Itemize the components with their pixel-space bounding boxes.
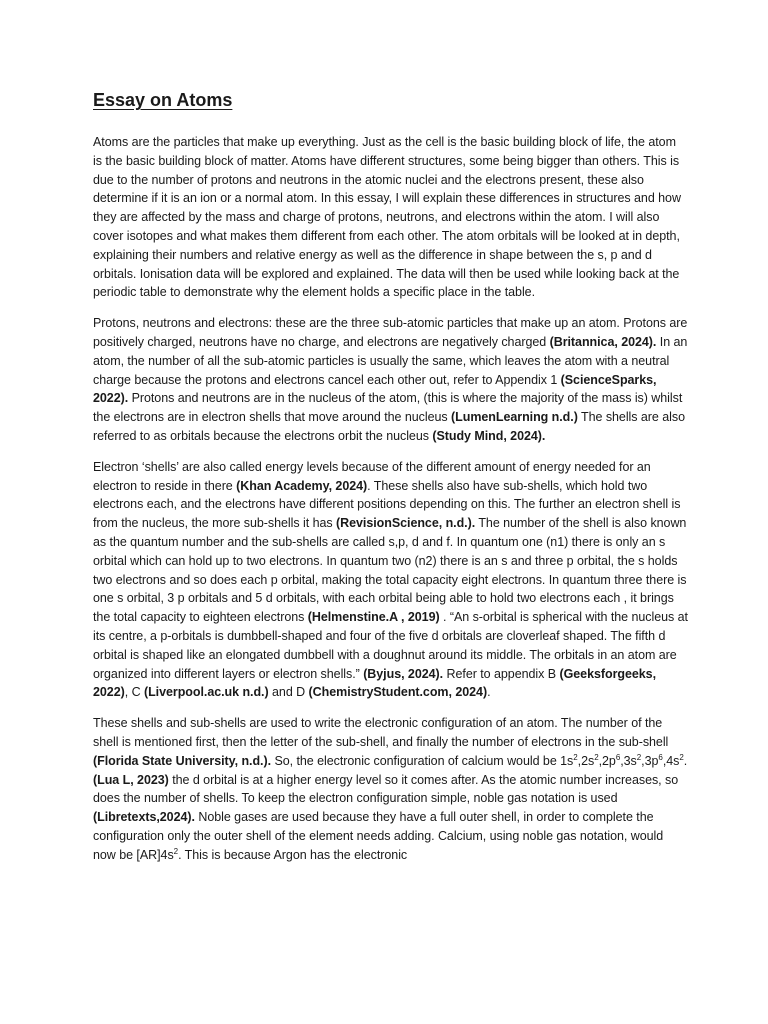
superscript: 2	[173, 846, 179, 856]
text-run: Protons and neutrons are in the nucleus of the atom, (this is where the majority of the mass is) whilst the electrons are in electron shells that move around the nucleus	[93, 391, 683, 425]
text-run: ,3p	[641, 753, 659, 768]
superscript: 2	[636, 752, 642, 762]
text-run: Noble gases are used because they have a full outer shell, in order to complete the configuration only the outer shell of the element needs adding. Calcium, using noble gas notation, would now be [AR]4s	[93, 810, 664, 862]
citation: (Liverpool.ac.uk n.d.)	[143, 685, 269, 700]
citation: (Khan Academy, 2024)	[236, 478, 368, 493]
citation: (Study Mind, 2024).	[432, 428, 546, 443]
paragraph-intro	[93, 133, 688, 302]
superscript: 6	[658, 752, 663, 762]
citation: (Libretexts,2024).	[93, 810, 195, 825]
text-run: In an atom, the number of all the sub-atomic particles is usually the same, which leaves the atom with a neutral charge because the protons and electrons cancel each other out, refer to Appendix 1	[93, 334, 688, 387]
citation: (Helmenstine.A , 2019)	[307, 610, 440, 625]
paragraph-electron-shells	[93, 458, 688, 702]
citation: (ChemistryStudent.com, 2024)	[308, 685, 488, 700]
citation: (Geeksforgeeks, 2022)	[93, 666, 657, 700]
text-run: Refer to appendix B	[443, 666, 560, 681]
text-run: Atoms are the particles that make up everything. Just as the cell is the basic building block of life, the atom is the basic building block of matter. Atoms have different structures, some being bigger than others. This is due to the number of protons and neutrons in the atomic nuclei and the electrons present, these also determine if it is an ion or a normal atom. In this essay, I will explain these differences in structures and how they are affected by the mass and charge of protons, neutrons, and electrons within the atom. I will also cover isotopes and what makes them different from each other. The atom orbitals will be looked at in depth, explaining their numbers and relative energy as well as the difference in shape between the s, p and d orbitals. Ionisation data will be explored and explained. The data will then be used while looking back at the periodic table to demonstrate why the element holds a specific place in the table.	[93, 135, 681, 300]
text-run: Protons, neutrons and electrons: these are the three sub-atomic particles that make up an atom. Protons are positively charged, neutrons have no charge, and electrons are negatively charged	[93, 316, 688, 349]
text-run: . These shells also have sub-shells, which hold two electrons each, and the electrons have different positions depending on this. The further an electron shell is from the nucleus, the more sub-shells it has	[93, 478, 681, 531]
superscript: 2	[594, 752, 599, 762]
text-run: .	[683, 753, 688, 768]
superscript: 2	[573, 752, 578, 762]
citation: (RevisionScience, n.d.).	[336, 516, 476, 531]
text-run: .	[487, 685, 491, 700]
text-run: ,4s	[662, 753, 680, 768]
citation: (LumenLearning n.d.)	[451, 410, 578, 425]
text-run: ,3s	[620, 753, 637, 768]
text-run: . “An s-orbital is spherical with the nucleus at its centre, a p-orbitals is dumbbell-shaped and four of the five d orbitals are cloverleaf shaped. The fifth d orbital is shaped like an elongated dumbbell with a doughnut around its middle. The orbitals in an atom are organized into different layers or electron shells.”	[93, 610, 688, 681]
text-run: ,2s	[577, 753, 595, 768]
text-run: the d orbital is at a higher energy level so it comes after. As the atomic number increases, so does the number of shells. To keep the electron configuration simple, noble gas notation is used	[93, 772, 679, 806]
superscript: 6	[615, 752, 621, 762]
paragraph-subatomic-particles	[93, 314, 688, 446]
citation: (Lua L, 2023)	[93, 772, 169, 787]
document-body	[93, 133, 688, 864]
text-run: Electron ‘shells’ are also called energy levels because of the different amount of energy needed for an electron to reside in there	[93, 459, 651, 493]
text-run: The shells are also referred to as orbitals because the electrons orbit the nucleus	[93, 410, 685, 443]
text-run: ,2p	[598, 753, 616, 768]
text-run: So, the electronic configuration of calcium would be 1s	[271, 753, 574, 768]
citation: (Byjus, 2024).	[363, 666, 444, 681]
citation: (ScienceSparks, 2022).	[93, 372, 657, 406]
superscript: 2	[679, 752, 684, 762]
text-run: The number of the shell is also known as the quantum number and the sub-shells are called s,p, d and f. In quantum one (n1) there is only an s orbital which can hold up to two electrons. In quantum two (n2) there is an s and three p orbital, the s holds two electrons and so does each p orbital, making the total capacity eight electrons. In quantum three there is one s orbital, 3 p orbitals and 5 d orbitals, with each orbital being able to hold two electrons each , it brings the total capacity to eighteen electrons	[93, 516, 687, 625]
text-run: . This is because Argon has the electronic	[178, 847, 408, 862]
text-run: and D	[268, 685, 309, 700]
text-run: , C	[124, 685, 144, 700]
document-title: Essay on Atoms	[93, 90, 233, 110]
citation: (Florida State University, n.d.).	[93, 753, 272, 768]
text-run: These shells and sub-shells are used to write the electronic configuration of an atom. The number of the shell is mentioned first, then the letter of the sub-shell, and finally the number of electrons in the sub-shell	[93, 716, 669, 749]
paragraph-electronic-configuration	[93, 714, 688, 864]
citation: (Britannica, 2024).	[549, 334, 657, 349]
